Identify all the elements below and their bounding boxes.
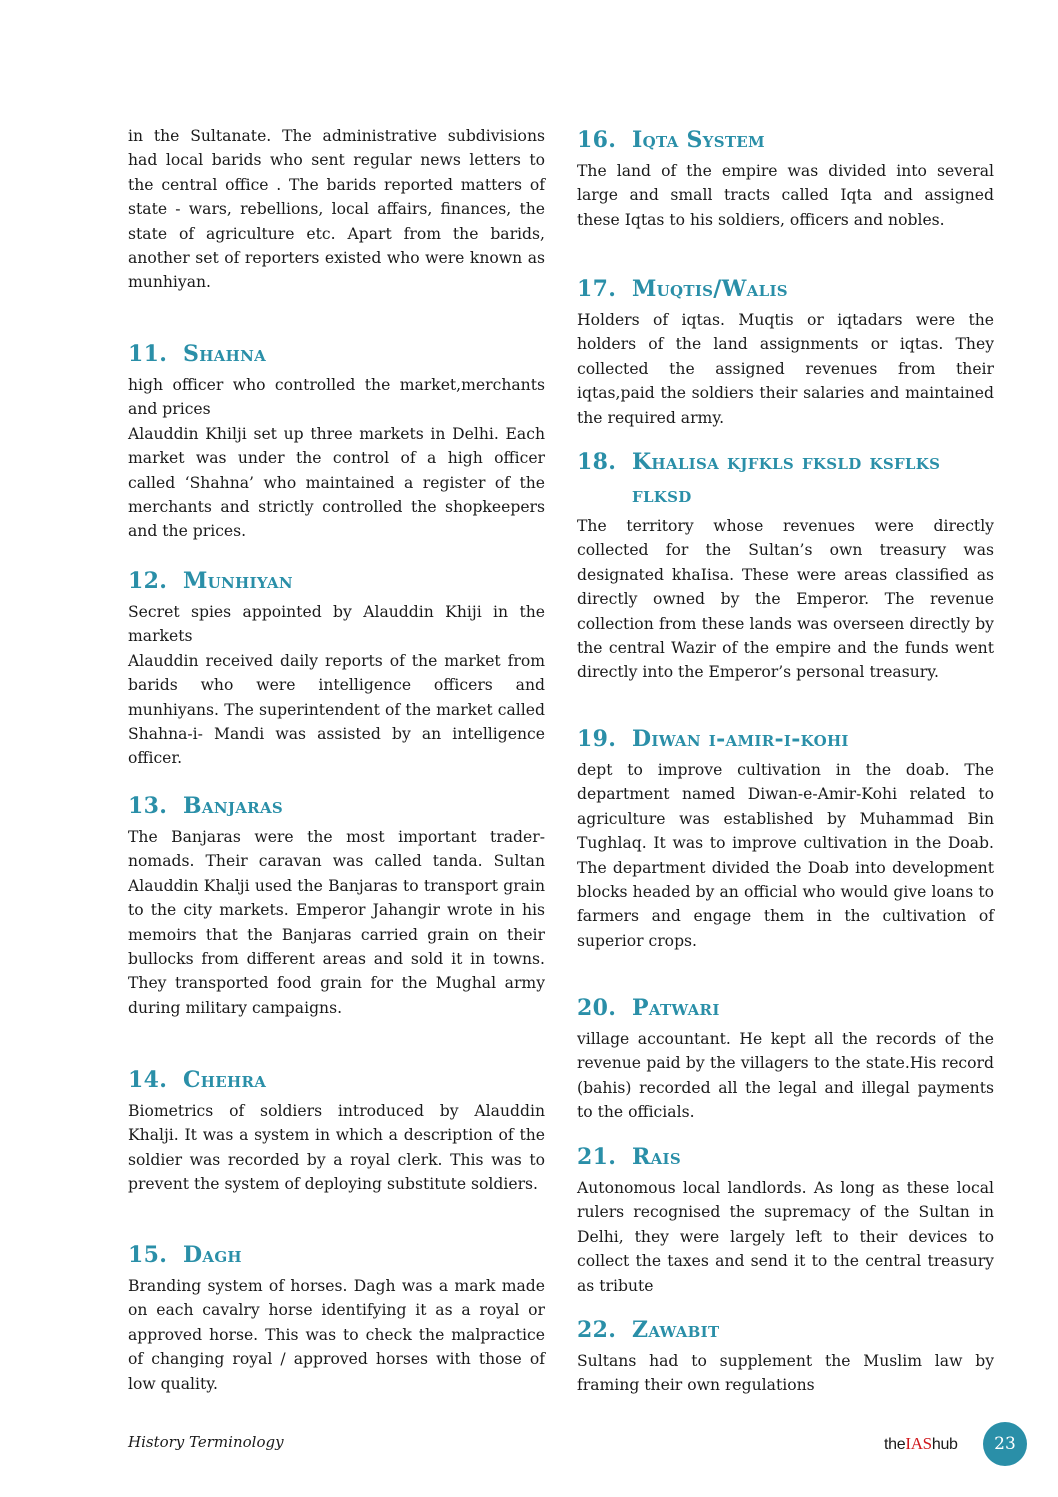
- term-section: [128, 565, 545, 771]
- intro-paragraph: in the Sultanate. The administrative subdivisions had local barids who sent regular news letters to the central office . The barids reported matters of state - wars, rebellions, local affairs, finances, the state of agriculture etc. Apart from the barids, another set of reporters existed who were known as munhiyan.: [128, 127, 545, 292]
- term-heading: [577, 992, 994, 1025]
- logo-ias: IAS: [905, 1434, 932, 1453]
- term-paragraph: The territory whose revenues were directly collected for the Sultan’s own treasury was designated khaIisa. These were areas classified as directly owned by the Emperor. The revenue collection from these lands was overseen directly by the central Wazir of the empire and the funds went directly into the Emperor’s personal treasury.: [577, 517, 994, 682]
- term-paragraph: Branding system of horses. Dagh was a mark made on each cavalry horse identifying it as a royal or approved horse. This was to check the malpractice of changing royal / approved horses with those of low quality.: [128, 1277, 545, 1393]
- term-title: Chehra: [183, 1067, 267, 1093]
- term-section: [577, 1314, 994, 1398]
- term-heading: [577, 273, 994, 306]
- term-section: [577, 446, 994, 685]
- term-section: [128, 1064, 545, 1197]
- term-paragraph: high officer who controlled the market,merchants and prices: [128, 376, 545, 419]
- term-number: 11.: [128, 341, 168, 367]
- term-number: 13.: [128, 793, 168, 819]
- term-section: [128, 338, 545, 544]
- term-heading: [577, 723, 994, 756]
- term-heading: [577, 446, 994, 512]
- term-paragraph: dept to improve cultivation in the doab. The department named Diwan-e-Amir-Kohi related to agriculture was established by Muhammad Bin Tughlaq. It was to improve cultivation in the Doab. The department divided the Doab into development blocks headed by an official who would give loans to farmers and engage them in the cultivation of superior crops.: [577, 761, 994, 950]
- term-title: Zawabit: [632, 1317, 720, 1343]
- term-section: [577, 124, 994, 232]
- term-title: Munhiyan: [183, 568, 293, 594]
- term-heading: [128, 1239, 545, 1272]
- term-section: [128, 1239, 545, 1396]
- logo-the: the: [884, 1436, 906, 1453]
- term-title: Diwan i-amir-i-kohi: [632, 726, 849, 752]
- term-number: 16.: [577, 127, 617, 153]
- term-title: Patwari: [632, 995, 720, 1021]
- term-title: Iqta System: [632, 127, 765, 153]
- term-heading: [128, 565, 545, 598]
- term-section: [577, 992, 994, 1125]
- term-heading: [128, 1064, 545, 1097]
- term-section: [577, 723, 994, 953]
- term-section: [577, 273, 994, 430]
- term-title: Shahna: [183, 341, 267, 367]
- term-number: 20.: [577, 995, 617, 1021]
- term-number: 19.: [577, 726, 617, 752]
- term-paragraph: The land of the empire was divided into several large and small tracts called Iqta and assigned these Iqtas to his soldiers, officers and nobles.: [577, 162, 994, 229]
- term-heading: [577, 1314, 994, 1347]
- term-number: 15.: [128, 1242, 168, 1268]
- logo: [884, 1434, 958, 1454]
- term-section: [577, 1141, 994, 1298]
- term-number: 21.: [577, 1144, 617, 1170]
- term-paragraph: The Banjaras were the most important trader-nomads. Their caravan was called tanda. Sultan Alauddin Khalji used the Banjaras to transport grain to the city markets. Emperor Jahangir wrote in his memoirs that the Banjaras carried grain on their bullocks from different areas and sold it in towns. They transported food grain for the Mughal army during military campaigns.: [128, 828, 545, 1017]
- logo-hub: hub: [931, 1436, 958, 1453]
- term-paragraph: village accountant. He kept all the records of the revenue paid by the villagers to the state.His record (bahis) recorded all the legal and illegal payments to the officials.: [577, 1030, 994, 1122]
- footer-title: History Terminology: [128, 1433, 284, 1451]
- term-title: Banjaras: [183, 793, 284, 819]
- page-number: 23: [983, 1422, 1027, 1466]
- term-title: Muqtis/Walis: [632, 276, 788, 302]
- term-paragraph: Biometrics of soldiers introduced by Alauddin Khalji. It was a system in which a description of the soldier was recorded by a royal clerk. This was to prevent the system of deploying substitute soldiers.: [128, 1102, 545, 1194]
- term-title: Khalisa kjfkls fksld ksflks flksd: [632, 449, 941, 508]
- term-paragraph: Holders of iqtas. Muqtis or iqtadars were the holders of the land assignments or iqtas. They collected the assigned revenues from their iqtas,paid the soldiers their salaries and maintained the required army.: [577, 311, 994, 427]
- term-heading: [577, 124, 994, 157]
- term-number: 18.: [577, 449, 617, 475]
- term-number: 14.: [128, 1067, 168, 1093]
- intro-paragraph-block: [128, 124, 545, 295]
- term-heading: [128, 790, 545, 823]
- term-paragraph: Secret spies appointed by Alauddin Khiji in the markets: [128, 603, 545, 646]
- term-title: Rais: [632, 1144, 681, 1170]
- term-number: 17.: [577, 276, 617, 302]
- term-heading: [128, 338, 545, 371]
- term-paragraph: Alauddin received daily reports of the market from barids who were intelligence officers and munhiyans. The superintendent of the market called Shahna-i- Mandi was assisted by an intelligence officer.: [128, 651, 545, 768]
- term-section: [128, 790, 545, 1020]
- term-paragraph: Sultans had to supplement the Muslim law by framing their own regulations: [577, 1352, 994, 1395]
- term-number: 22.: [577, 1317, 617, 1343]
- term-heading: [577, 1141, 994, 1174]
- term-paragraph: Alauddin Khilji set up three markets in Delhi. Each market was under the control of a high officer called ‘Shahna’ who maintained a register of the merchants and strictly controlled the shopkeepers and the prices.: [128, 424, 545, 541]
- term-paragraph: Autonomous local landlords. As long as these local rulers recognised the supremacy of the Sultan in Delhi, they were largely left to their devices to collect the taxes and send it to the central treasury as tribute: [577, 1179, 994, 1295]
- term-title: Dagh: [183, 1242, 242, 1268]
- term-number: 12.: [128, 568, 168, 594]
